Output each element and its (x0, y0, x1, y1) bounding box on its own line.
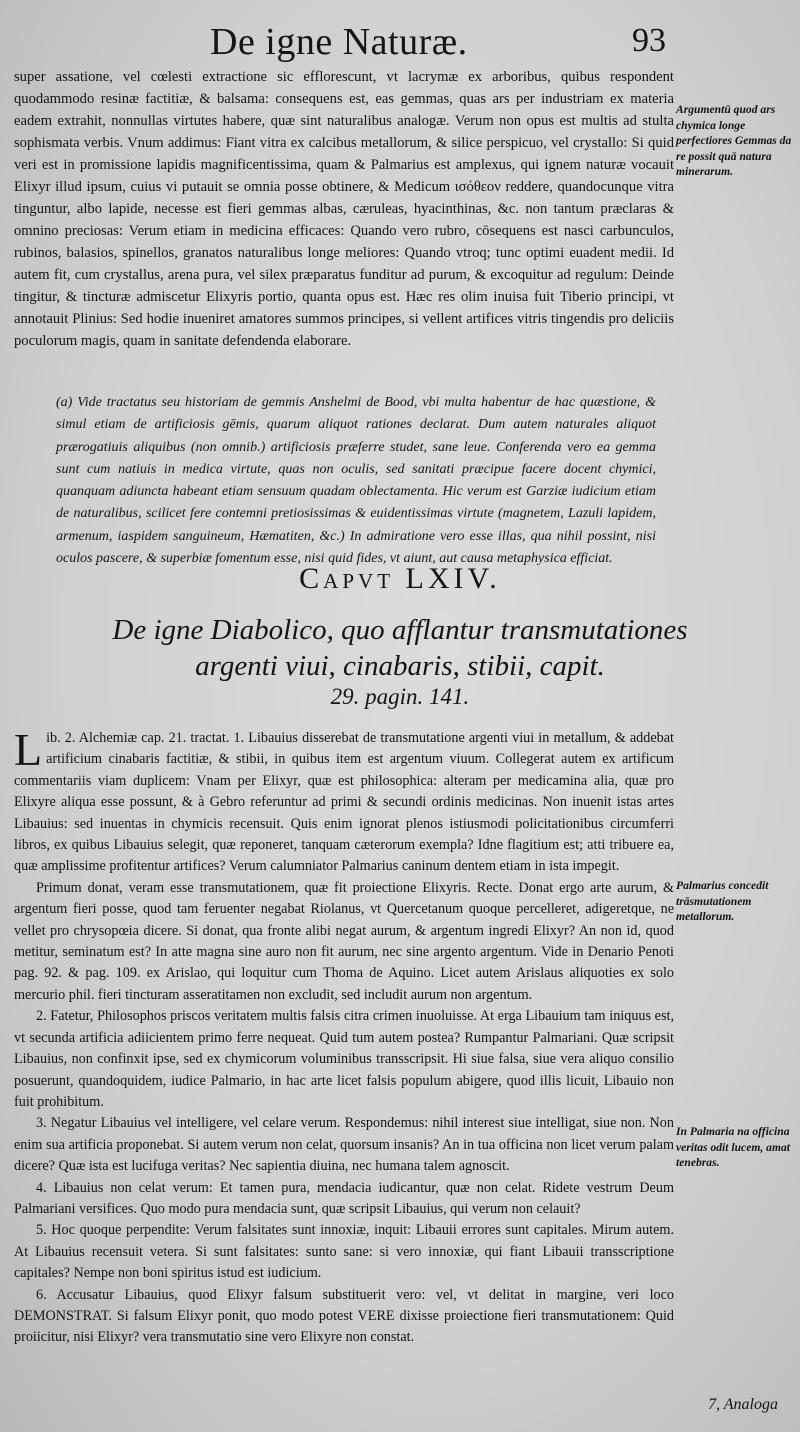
running-title: De igne Naturæ. (210, 21, 468, 63)
paragraph: 4. Libauius non celat verum: Et tamen pura, mendacia iudicantur, quæ non celat. Ridete vestrum Deum Palmariani versifices. Quo modo pura mendacia sunt, quæ scripsit Libauius, qui verum non celauit? (14, 1179, 674, 1217)
paragraph: 2. Fatetur, Philosophos priscos veritatem multis falsis citra crimen inuoluisse. At erga Libauium tam iniquus est, vt secunda artificia adiicientem primo ferre nequeat. Quid tum autem postea? Rumpantur Palmariani. Quæ scripsit Libauius, non confinxit ipse, sed ex chymicorum voluminibus transscripsit. Hi siue falsa, siue vera aliquo consilio posuerunt, quandoquidem, iudice Palmario, in hac arte licet falsis populum abigere, quod illis licuit, Libauio non fuit prohibitum. (14, 1008, 674, 1110)
paragraph: Primum donat, veram esse transmutationem, quæ fit proiectione Elixyris. Recte. Donat ergo arte aurum, & argentum fieri posse, quod tam feruenter negabat Riolanus, vt Quercetanum quoque percelleret, adigeretque, ne vellet pro chrysopœia dicere. Si donat, qua fronte alibi negat aurum, & argentum ingredi Elixyr? An non id, quod metitur, seminatum est? In atte magna sine auro non fit aurum, nec sine argento argentum. Vide in Denario Penoti pag. 92. & pag. 109. ex Arislao, qui loquitur cum Thoma de Aquino. Licet autem Arislaus aliquoties ex solo mercurio phil. fieri tincturam asseratitamen non excludit, sed includit aurum non argentum. (14, 879, 674, 1003)
chapter-body (14, 724, 674, 1349)
first-paragraph (14, 724, 674, 878)
paragraph-text: ib. 2. Alchemiæ cap. 21. tractat. 1. Libauius disserebat de transmutatione argenti viui in metallum, & addebat artificium cinabaris factitiæ, & stibii, in quibus item est argentum viuum. Collegerat autem ex artificum commentariis viam duplicem: Vnam per Elixyr, quæ est philosophica: alteram per medicamina alia, quæ pro Elixyre aliqua esse possunt, & à Gebro referuntur ad primi & secundi ordinis medicinas. Non inuenit istas artes Libauius: sed inuentas in chymicis recensuit. Quis enim ignorat plenos istiusmodi policitationibus circumferri libros, ex quibus Libauius selegit, quæ reponeret, tanquam cæterorum exempla? Idne flagitium est; atti tribuere ea, quæ amplissime profitentur artifices? Verum calumniator Palmarius caninum dentem etiam in ista impegit. (14, 730, 674, 875)
margin-note-argument: Argumentū quod ars chymica longe perfectiores Gemmas da re possit quā natura minerarum. (676, 103, 792, 178)
paragraph: 3. Negatur Libauius vel intelligere, vel celare verum. Respondemus: nihil interest siue intelligat, siue non. Non enim sua artificia proponebat. Si autem verum non celat, quorsum insanis? An in tua officina non licet verum palam dicere? Quæ ista est lucifuga veritas? Nec sapientia diuina, nec humana talem agnoscit. (14, 1115, 674, 1175)
paragraph: 5. Hoc quoque perpendite: Verum falsitates sunt innoxiæ, inquit: Libauii errores sunt capitales. Mirum autem. At Libauius recensuit vetera. Si sunt falsitates: sunto sane: si vero innoxiæ, qui fiant Libauii transscriptione capitales? Nempe non boni spiritus istud est iudicium. (14, 1222, 674, 1282)
chapter-reference: 29. pagin. 141. (330, 684, 470, 709)
paragraph: 6. Accusatur Libauius, quod Elixyr falsum substituerit vero: vel, vt delitat in margine, veri loco DEMONSTRAT. Si falsum Elixyr ponit, quo modo potest VERE dixisse proiectione fieri transmutationem: Quid proiicitur, nisi Elixyr? vera transmutatio sine vero Elixyre non constat. (14, 1286, 674, 1346)
top-text-block: super assatione, vel cœlesti extractione sic efflorescunt, vt lacrymæ ex arboribus, quibus respondent quodammodo resinæ factitiæ, & balsama: consequens est, eas gemmas, quas ars per industriam ex materia eadem extrahit, nonnullas virtutes habere, quæ sint naturalibus analogæ. Verum non opus est multis ad stulta sophismata verbis. Vnum addimus: Fiant vitra ex calcibus metallorum, & silice perspicuo, vel crystallo: Si quid veri est in promissione lapidis magnificentissima, quam & Palmarius est amplexus, qui ignem naturæ vocauit Elixyr illud ipsum, cuius vi putauit se omnia posse obtinere, & Medicum ισόθεον reddere, quandocunque vitra tinguntur, albo lapide, necesse est fieri gemmas albas, cæruleas, hyacinthinas, &c. non tantum præclaras & omnino preciosas: Verum etiam in medicina efficaces: Quando vero rubro, cōsequens est nasci carbunculos, rubinos, balasios, spinellos, granatos naturalibus longe meliores: Quando vtroq; tunc optimi euadent medii. Id autem fit, cum crystallus, arena pura, vel silex præparatus funditur ad purum, & excoquitur ad regulum: Deinde tingitur, & tincturæ admiscetur Elixyris portio, quanta opus est. Hæc res olim inuisa fuit Tiberio principi, vt annotauit Plinius: Sed hodie inueniret amatores summos principes, si vellent artifices vitris tingendis pro deliciis poculorum magis, quam in sanitate defendenda elaborare. (14, 69, 674, 349)
page-number: 93 (632, 22, 666, 59)
margin-note-veritas: In Palmaria na officina veritas odit lucem, amat tenebras. (676, 1125, 790, 1169)
chapter-heading: Capvt LXIV. (299, 562, 501, 595)
drop-cap: L (14, 724, 43, 775)
chapter-subtitle: De igne Diabolico, quo afflantur transmutationes argenti viui, cinabaris, stibii, capit. (112, 614, 688, 682)
catchword: 7, Analoga (708, 1396, 778, 1413)
footnote: (a) Vide tractatus seu historiam de gemmis Anshelmi de Bood, vbi multa habentur de hac quæstione, & simul etiam de artificiosis gēmis, quarum aliquot rationes declarat. Dum autem naturales aliquot prærogatiuis aliquibus (non omnib.) artificiosis præferre studet, sane leue. Conferenda vero ea gemma sunt cum natiuis in medica virtute, quas non oculis, sed sanitati præcipue facere docent chymici, quanquam adiuncta habeant etiam sensuum quadam oblectamenta. Hic verum est Garziæ iudicium etiam de naturalibus, scilicet fere contemni pretiosissimas & euidentissimas virtute (magnetem, Lazuli lapidem, armenum, iaspidem sanguineum, Hæmatiten, &c.) In admiratione vero esse illas, qua nihil possint, nisi oculos pascere, & superbiæ fomentum esse, nisi quid fides, vt aiunt, aut causa metaphysica efficiat. (56, 395, 656, 567)
margin-note-palmarius: Palmarius concedit trāsmutationem metallorum. (676, 879, 769, 923)
